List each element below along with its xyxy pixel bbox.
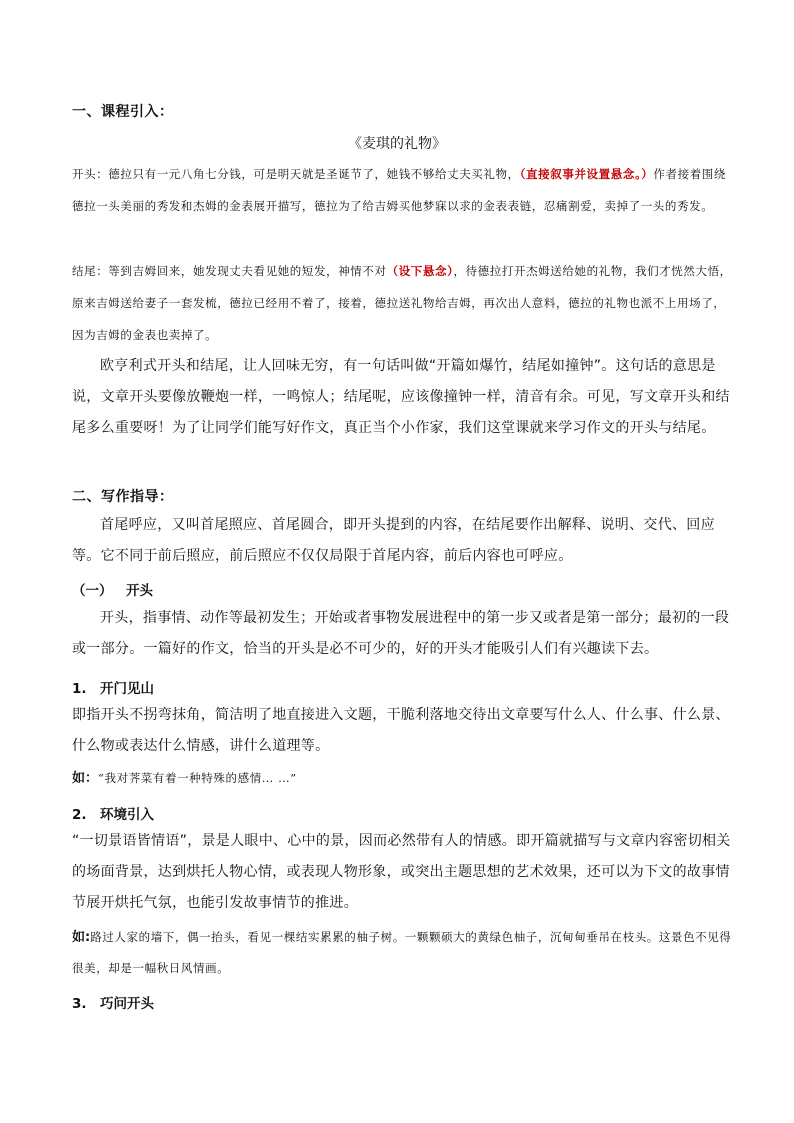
ending-annotation: （设下悬念） <box>386 264 454 278</box>
item-heading <box>72 677 732 697</box>
example-label: 如: <box>72 930 91 945</box>
story-ending <box>72 255 732 351</box>
opening-annotation: （直接叙事并设置悬念。） <box>519 167 654 181</box>
item-example <box>72 922 732 984</box>
item-title: 环境引入 <box>100 807 154 823</box>
item-title: 开门见山 <box>100 681 154 697</box>
item-title: 巧问开头 <box>100 996 154 1012</box>
item-description: “一切景语皆情语”，景是人眼中、心中的景，因而必然带有人的情感。即开篇就描写与文章内容密切相关的场面背景，达到烘托人物心情，或表现人物形象，或突出主题思想的艺术效果，还可以为下文的故事情节展开烘托气氛，也能引发故事情节的推进。 <box>72 833 731 911</box>
item-heading <box>72 803 732 823</box>
intro-paragraph: 欧亨利式开头和结尾，让人回味无穷，有一句话叫做“开篇如爆竹，结尾如撞钟”。这句话的意思是说，文章开头要像放鞭炮一样，一鸣惊人；结尾呢，应该像撞钟一样，清音有余。可见，写文章开头和结尾多么重要呀！为了让同学们能写好作文，真正当个小作家，我们这堂课就来学习作文的开头与结尾。 <box>72 358 730 436</box>
example-text: 路过人家的墙下，偶一抬头，看见一棵结实累累的柚子树。一颗颗硕大的黄绿色柚子，沉甸甸垂吊在枝头。这景色不见得很美，却是一幅秋日风情画。 <box>72 930 732 975</box>
item-heading <box>72 992 732 1012</box>
section2-heading: 二、写作指导： <box>72 489 174 505</box>
ending-text-cont: ，待德拉打开杰姆送给她的礼物，我们才恍然大悟，原来吉姆送给妻子一套发梳，德拉已经用不着了，接着，德拉送礼物给吉姆，再次出人意料，德拉的礼物也派不上用场了，因为吉姆的金表也卖掉了。 <box>72 264 732 342</box>
story-opening <box>72 158 732 222</box>
item-number: 2. <box>72 807 87 823</box>
example-label: 如： <box>72 771 99 786</box>
opening-text-cont: 作者接着围绕德拉一头美丽的秀发和杰姆的金表展开描写，德拉为了给吉姆买他梦寐以求的金表表链，忍痛割爱，卖掉了一头的秀发。 <box>72 167 727 213</box>
story-title: 《麦琪的礼物》 <box>348 136 446 152</box>
part-number: （一） <box>72 583 113 599</box>
section1-heading: 一、课程引入： <box>72 104 174 120</box>
item-description: 即指开头不拐弯抹角，简洁明了地直接进入文题，干脆利落地交待出文章要写什么人、什么事、什么景、什么物或表达什么情感，讲什么道理等。 <box>72 707 730 754</box>
part-title: 开头 <box>126 583 153 599</box>
opening-text: 开头：德拉只有一元八角七分钱，可是明天就是圣诞节了，她钱不够给丈夫买礼物， <box>72 167 520 181</box>
part-heading <box>72 579 732 599</box>
part-description: 开头，指事情、动作等最初发生；开始或者事物发展进程中的第一步又或者是第一部分；最初的一段或一部分。一篇好的作文，恰当的开头是必不可少的，好的开头才能吸引人们有兴趣读下去。 <box>72 610 730 657</box>
item-number: 1. <box>72 681 87 697</box>
section2-intro: 首尾呼应，又叫首尾照应、首尾圆合，即开头提到的内容，在结尾要作出解释、说明、交代、回应等。它不同于前后照应，前后照应不仅仅局限于首尾内容，前后内容也可呼应。 <box>72 517 715 564</box>
item-number: 3. <box>72 996 87 1012</box>
item-example <box>72 763 732 794</box>
ending-text: 结尾：等到吉姆回来，她发现丈夫看见她的短发，神情不对 <box>72 264 387 278</box>
example-text: “我对荠菜有着一种特殊的感情… …” <box>98 771 297 785</box>
